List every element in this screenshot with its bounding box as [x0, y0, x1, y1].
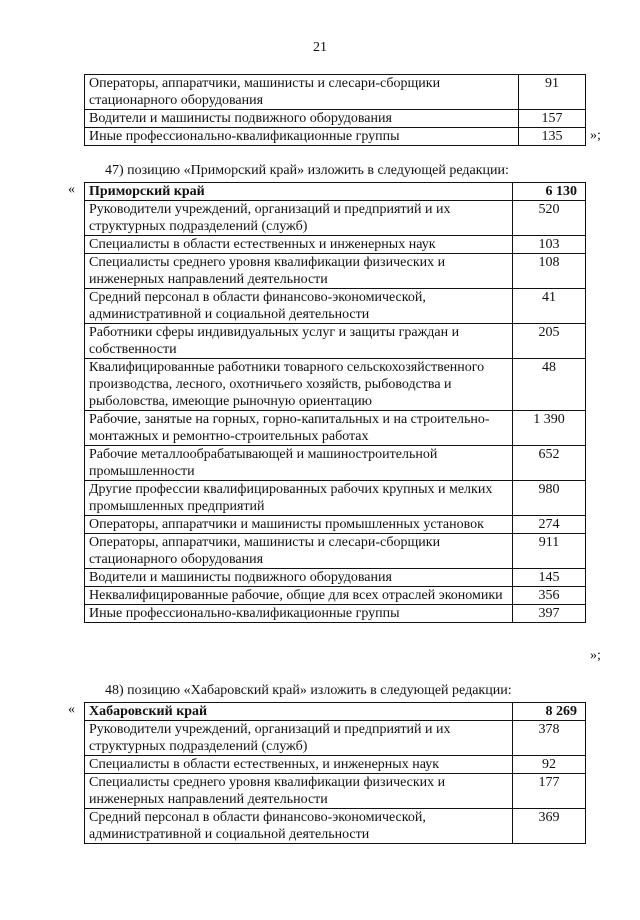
row-label: Руководители учреждений, организаций и предприятий и их структурных подразделений (служб) [85, 201, 513, 236]
table-row [85, 534, 586, 569]
table-row [85, 516, 586, 534]
table-row [85, 75, 586, 110]
table-row [85, 774, 586, 809]
row-label: Операторы, аппаратчики и машинисты промышленных установок [85, 516, 513, 534]
table-row [85, 110, 586, 128]
region-total: 8 269 [513, 703, 586, 721]
table-khabarovsk [84, 702, 586, 844]
row-label: Другие профессии квалифицированных рабочих крупных и мелких промышленных предприятий [85, 481, 513, 516]
table-continuation [84, 74, 586, 146]
region-total: 6 130 [513, 183, 586, 201]
table-row [85, 569, 586, 587]
row-value: 980 [513, 481, 586, 516]
table-row [85, 128, 586, 146]
row-value: 48 [513, 359, 586, 411]
row-label: Руководители учреждений, организаций и предприятий и их структурных подразделений (служб) [85, 721, 513, 756]
row-value: 378 [513, 721, 586, 756]
row-value: 1 390 [513, 411, 586, 446]
row-value: 911 [513, 534, 586, 569]
row-value: 135 [519, 128, 586, 146]
closing-quote: »; [590, 648, 601, 663]
table-row [85, 411, 586, 446]
section-48-heading: 48) позицию «Хабаровский край» изложить в следующей редакции: [105, 683, 512, 698]
table-row [85, 756, 586, 774]
row-value: 520 [513, 201, 586, 236]
row-label: Иные профессионально-квалификационные группы [85, 605, 513, 623]
row-label: Средний персонал в области финансово-экономической, административной и социальной деятельности [85, 289, 513, 324]
row-value: 177 [513, 774, 586, 809]
row-label: Специалисты среднего уровня квалификации физических и инженерных направлений деятельности [85, 254, 513, 289]
table-row [85, 605, 586, 623]
table-row [85, 324, 586, 359]
table-row [85, 254, 586, 289]
closing-quote: »; [590, 128, 601, 143]
row-label: Операторы, аппаратчики, машинисты и слесари-сборщики стационарного оборудования [85, 75, 519, 110]
table-row [85, 481, 586, 516]
table-row [85, 446, 586, 481]
row-value: 274 [513, 516, 586, 534]
table-row [85, 236, 586, 254]
row-label: Рабочие металлообрабатывающей и машиностроительной промышленности [85, 446, 513, 481]
section-47-heading: 47) позицию «Приморский край» изложить в следующей редакции: [105, 163, 509, 178]
region-header-row [85, 703, 586, 721]
region-name: Приморский край [85, 183, 513, 201]
page-number: 21 [313, 40, 327, 55]
row-label: Водители и машинисты подвижного оборудования [85, 569, 513, 587]
table-row [85, 809, 586, 844]
row-label: Водители и машинисты подвижного оборудования [85, 110, 519, 128]
table-row [85, 359, 586, 411]
row-value: 145 [513, 569, 586, 587]
row-label: Работники сферы индивидуальных услуг и защиты граждан и собственности [85, 324, 513, 359]
row-value: 103 [513, 236, 586, 254]
row-label: Средний персонал в области финансово-экономической, административной и социальной деятельности [85, 809, 513, 844]
row-value: 41 [513, 289, 586, 324]
row-value: 397 [513, 605, 586, 623]
table-row [85, 587, 586, 605]
row-label: Квалифицированные работники товарного сельскохозяйственного производства, лесного, охотничьего хозяйств, рыбоводства и рыболовства, имеющие рыночную ориентацию [85, 359, 513, 411]
row-label: Иные профессионально-квалификационные группы [85, 128, 519, 146]
row-value: 652 [513, 446, 586, 481]
row-label: Рабочие, занятые на горных, горно-капитальных и на строительно-монтажных и ремонтно-строительных работах [85, 411, 513, 446]
row-value: 369 [513, 809, 586, 844]
row-value: 157 [519, 110, 586, 128]
row-label: Специалисты среднего уровня квалификации физических и инженерных направлений деятельности [85, 774, 513, 809]
region-name: Хабаровский край [85, 703, 513, 721]
row-label: Специалисты в области естественных, и инженерных наук [85, 756, 513, 774]
table-row [85, 289, 586, 324]
row-label: Неквалифицированные рабочие, общие для всех отраслей экономики [85, 587, 513, 605]
region-header-row [85, 183, 586, 201]
row-value: 356 [513, 587, 586, 605]
row-value: 91 [519, 75, 586, 110]
opening-quote: « [68, 182, 75, 197]
row-value: 205 [513, 324, 586, 359]
table-row [85, 201, 586, 236]
row-label: Специалисты в области естественных и инженерных наук [85, 236, 513, 254]
row-value: 108 [513, 254, 586, 289]
table-row [85, 721, 586, 756]
opening-quote: « [68, 702, 75, 717]
table-primorsky [84, 182, 586, 623]
row-label: Операторы, аппаратчики, машинисты и слесари-сборщики стационарного оборудования [85, 534, 513, 569]
row-value: 92 [513, 756, 586, 774]
